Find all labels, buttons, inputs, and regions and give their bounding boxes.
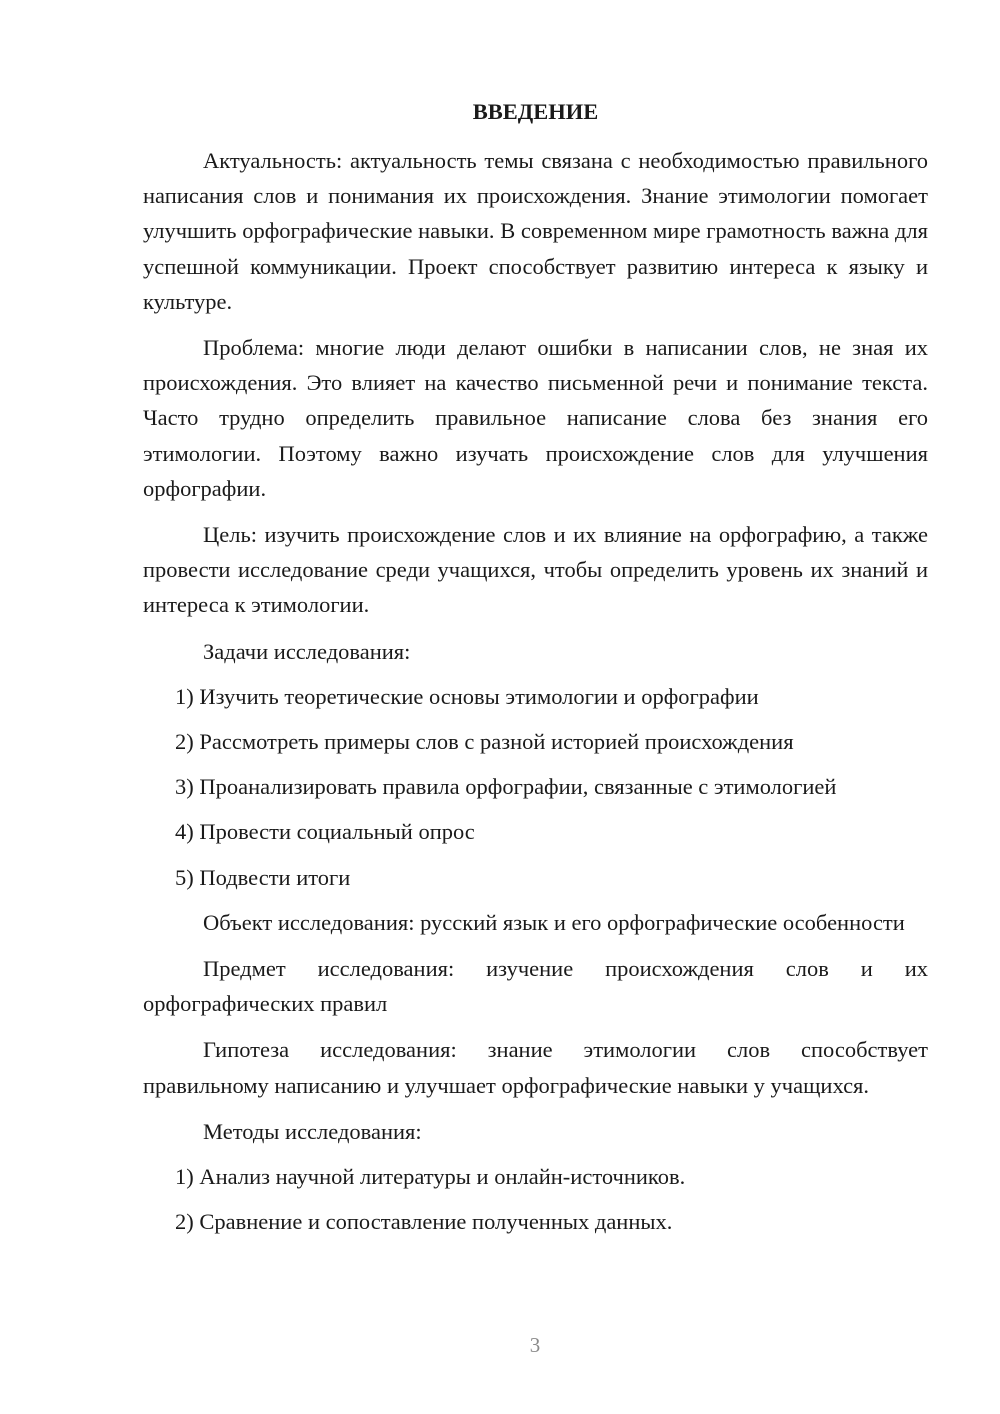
- tasks-list: [143, 679, 928, 895]
- list-item: 5) Подвести итоги: [175, 864, 351, 890]
- object-paragraph: Объект исследования: русский язык и его орфографические особенности: [203, 909, 905, 935]
- page-title: ВВЕДЕНИЕ: [472, 99, 599, 124]
- list-item: 1) Анализ научной литературы и онлайн-источников.: [175, 1164, 686, 1190]
- list-item: 3) Проанализировать правила орфографии, связанные с этимологией: [175, 774, 837, 800]
- problem-paragraph: Проблема: многие люди делают ошибки в написании слов, не зная их происхождения. Это влияет на качество письменной речи и понимание текста. Часто трудно определить правильное написание слова без знания его этимологии. Поэтому важно изучать происхождение слов для улучшения орфографии.: [143, 335, 928, 501]
- methods-heading: Методы исследования:: [203, 1118, 422, 1144]
- subject-paragraph: Предмет исследования: изучение происхождения слов и их орфографических правил: [143, 956, 928, 1017]
- methods-list: [143, 1159, 928, 1239]
- goal-paragraph: Цель: изучить происхождение слов и их влияние на орфографию, а также провести исследование среди учащихся, чтобы определить уровень их знаний и интереса к этимологии.: [143, 522, 928, 618]
- list-item: 2) Рассмотреть примеры слов с разной историей происхождения: [175, 729, 794, 755]
- document-page: [143, 94, 928, 1249]
- list-item: 1) Изучить теоретические основы этимологии и орфографии: [175, 683, 759, 709]
- page-number: 3: [529, 1333, 541, 1357]
- tasks-heading: Задачи исследования:: [203, 638, 411, 664]
- list-item: 2) Сравнение и сопоставление полученных данных.: [175, 1209, 673, 1235]
- actuality-paragraph: Актуальность: актуальность темы связана с необходимостью правильного написания слов и понимания их происхождения. Знание этимологии помогает улучшить орфографические навыки. В современном мире грамотность важна для успешной коммуникации. Проект способствует развитию интереса к языку и культуре.: [143, 148, 928, 314]
- list-item: 4) Провести социальный опрос: [175, 819, 475, 845]
- hypothesis-paragraph: Гипотеза исследования: знание этимологии слов способствует правильному написанию и улучшает орфографические навыки у учащихся.: [143, 1037, 928, 1098]
